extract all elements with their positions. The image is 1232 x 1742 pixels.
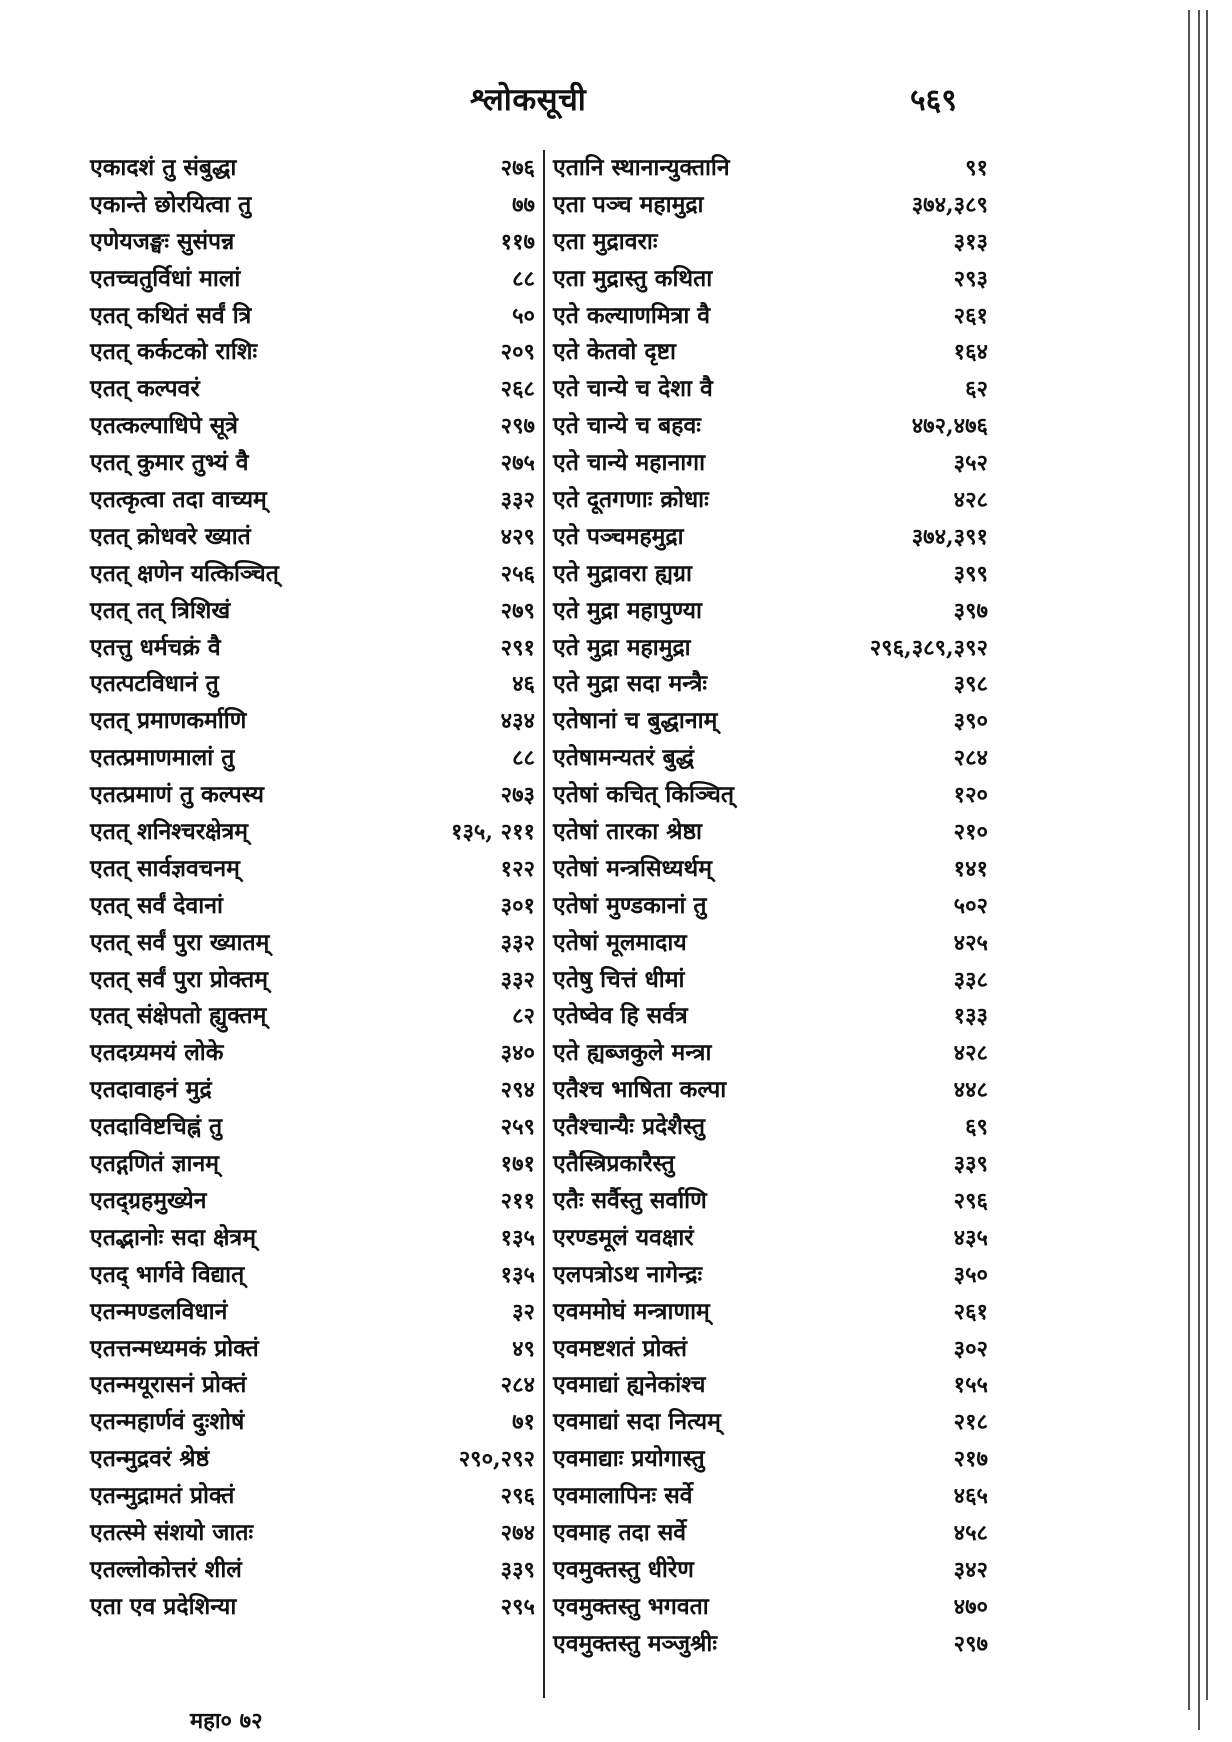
- verse-text: एतत् कल्पवरं: [90, 375, 200, 403]
- page-reference: ३९८: [953, 671, 988, 698]
- index-entry: [553, 1072, 988, 1109]
- index-entry: [553, 187, 988, 224]
- page-reference: २७३: [500, 782, 535, 809]
- page-reference: २६१: [953, 302, 988, 329]
- verse-text: एतत्कृत्वा तदा वाच्यम्: [90, 486, 267, 514]
- page-reference: २९७: [500, 413, 535, 440]
- index-entry: [553, 851, 988, 888]
- index-entry: [553, 1035, 988, 1072]
- index-entry: [553, 962, 988, 999]
- page-reference: ४२८: [953, 1040, 988, 1067]
- verse-text: एतानि स्थानान्युक्तानि: [553, 154, 730, 181]
- page-reference: ४४८: [953, 1077, 988, 1104]
- verse-text: एते चान्ये च देशा वै: [553, 375, 713, 403]
- verse-text: एतैस्त्रिप्रकारैस्तु: [553, 1150, 675, 1178]
- signature-mark: महा० ७२: [190, 1708, 263, 1734]
- index-entry: [90, 962, 535, 999]
- verse-text: एतच्चतुर्विधां मालां: [90, 264, 241, 292]
- page-reference: २९६: [953, 1187, 988, 1214]
- verse-text: एरण्डमूलं यवक्षारं: [553, 1223, 694, 1251]
- index-entry: [553, 298, 988, 335]
- index-entry: [553, 1515, 988, 1552]
- index-entry: [553, 740, 988, 777]
- index-entry: [90, 740, 535, 777]
- index-entry: [90, 1552, 535, 1589]
- index-entry: [90, 334, 535, 371]
- verse-text: एवमाह तदा सर्वे: [553, 1518, 687, 1546]
- verse-text: एतत् कुमार तुभ्यं वै: [90, 449, 249, 477]
- verse-text: एता पञ्च महामुद्रा: [553, 190, 704, 218]
- page-reference: २१०: [953, 819, 988, 846]
- verse-text: एतत् सर्वं पुरा ख्यातम्: [90, 928, 270, 956]
- verse-text: एते मुद्रावरा ह्यग्रा: [553, 559, 692, 587]
- page-reference: २७५: [500, 450, 535, 477]
- verse-text: एतेषु चित्तं धीमां: [553, 965, 685, 993]
- verse-text: एते चान्ये महानागा: [553, 449, 706, 477]
- verse-text: एते कल्याणमित्रा वै: [553, 301, 711, 329]
- verse-text: एतत्स्मे संशयो जातः: [90, 1518, 254, 1546]
- page-reference: ४३५: [953, 1224, 988, 1251]
- page-reference: ४६५: [953, 1483, 988, 1510]
- index-entry: [90, 630, 535, 667]
- verse-text: एतल्लोकोत्तरं शीलं: [90, 1555, 242, 1583]
- index-entry: [553, 1552, 988, 1589]
- verse-text: एतेषां मुण्डकानां तु: [553, 891, 707, 919]
- verse-text: एतत्कल्पाधिपे सूत्रे: [90, 412, 239, 440]
- verse-text: एते पञ्चमहमुद्रा: [553, 522, 684, 550]
- page-reference: २८४: [500, 1372, 535, 1399]
- index-entry: [553, 630, 988, 667]
- verse-text: एवमुक्तस्तु भगवता: [553, 1592, 709, 1620]
- verse-text: एतैश्च भाषिता कल्पा: [553, 1076, 727, 1104]
- page-reference: २०९: [500, 339, 535, 366]
- verse-text: एते चान्ये च बहवः: [553, 412, 701, 440]
- page-reference: ८८: [512, 745, 535, 772]
- page-reference: १४१: [953, 855, 988, 882]
- index-entry: [90, 888, 535, 925]
- index-entry: [90, 1183, 535, 1220]
- verse-text: एतेषां तारका श्रेष्ठा: [553, 818, 702, 846]
- page-reference: २७४: [500, 1519, 535, 1546]
- index-entry: [553, 1478, 988, 1515]
- index-entry: [90, 703, 535, 740]
- index-entry: [90, 519, 535, 556]
- verse-text: एणेयजङ्घः सुसंपन्न: [90, 227, 235, 255]
- verse-text: एतन्मण्डलविधानं: [90, 1297, 228, 1325]
- page-title: श्लोकसूची: [470, 82, 587, 118]
- verse-text: एतत्तन्मध्यमकं प्रोक्तं: [90, 1334, 259, 1362]
- verse-text: एता मुद्रास्तु कथिता: [553, 264, 713, 292]
- index-entry: [553, 371, 988, 408]
- index-entry: [553, 224, 988, 261]
- index-entry: [553, 445, 988, 482]
- index-entry: [553, 925, 988, 962]
- page-reference: ३४२: [953, 1556, 988, 1583]
- page-reference: २९६,३८९,३९२: [869, 634, 988, 661]
- index-entry: [90, 1220, 535, 1257]
- verse-text: एवमष्टशतं प्रोक्तं: [553, 1334, 687, 1362]
- index-entry: [553, 814, 988, 851]
- index-entry: [553, 1183, 988, 1220]
- index-entry: [90, 1257, 535, 1294]
- column-divider: [543, 150, 545, 1698]
- verse-text: एतत् संक्षेपतो ह्युक्तम्: [90, 1002, 267, 1030]
- index-entry: [90, 1441, 535, 1478]
- index-entry: [90, 1478, 535, 1515]
- index-entry: [553, 1109, 988, 1146]
- index-entry: [90, 150, 535, 187]
- page-number: ५६९: [910, 83, 957, 118]
- verse-text: एतत् सार्वज्ञवचनम्: [90, 854, 240, 882]
- index-entry: [553, 998, 988, 1035]
- index-entry: [90, 482, 535, 519]
- verse-text: एतत् प्रमाणकर्माणि: [90, 707, 247, 735]
- page-reference: १२०: [953, 782, 988, 809]
- index-entry: [553, 150, 988, 187]
- page-reference: २८४: [953, 745, 988, 772]
- verse-text: एतेषामन्यतरं बुद्धं: [553, 744, 694, 772]
- page-reference: ४२८: [953, 487, 988, 514]
- index-entry: [90, 1367, 535, 1404]
- page-reference: ३०१: [500, 892, 535, 919]
- index-entry: [90, 187, 535, 224]
- index-entry: [553, 1220, 988, 1257]
- index-entry: [90, 371, 535, 408]
- verse-text: एतन्महार्णवं दुःशोषं: [90, 1408, 245, 1436]
- page-reference: २७९: [500, 597, 535, 624]
- index-entry: [553, 1146, 988, 1183]
- index-entry: [553, 482, 988, 519]
- page-reference: २५९: [500, 1114, 535, 1141]
- index-entry: [553, 408, 988, 445]
- verse-text: एतत् सर्वं देवानां: [90, 891, 223, 919]
- index-entry: [90, 1146, 535, 1183]
- verse-text: एतत् शनिश्चरक्षेत्रम्: [90, 818, 249, 846]
- verse-text: एवममोघं मन्त्राणाम्: [553, 1297, 710, 1325]
- index-entry: [553, 1257, 988, 1294]
- index-entry: [90, 224, 535, 261]
- verse-text: एवमाद्यां सदा नित्यम्: [553, 1408, 721, 1436]
- verse-text: एतत् सर्वं पुरा प्रोक्तम्: [90, 965, 268, 993]
- verse-text: एतदग्र्यमयं लोके: [90, 1039, 224, 1067]
- index-entry: [553, 556, 988, 593]
- index-entry: [90, 261, 535, 298]
- page-reference: ३३९: [500, 1556, 535, 1583]
- index-entry: [90, 445, 535, 482]
- index-entry: [553, 1626, 988, 1663]
- verse-text: एवमाद्याः प्रयोगास्तु: [553, 1445, 705, 1473]
- verse-text: एतत् तत् त्रिशिखं: [90, 596, 231, 624]
- index-entry: [553, 666, 988, 703]
- page-reference: ६२: [965, 376, 988, 403]
- verse-text: एतत्तु धर्मचक्रं वै: [90, 633, 221, 661]
- verse-text: एतैः सर्वैस्तु सर्वाणि: [553, 1186, 707, 1214]
- verse-text: एतेषां मूलमादाय: [553, 928, 687, 956]
- page-reference: ३९९: [953, 560, 988, 587]
- page-reference: २९०,२९२: [458, 1446, 535, 1473]
- index-entry: [90, 1035, 535, 1072]
- page-reference: १५५: [953, 1372, 988, 1399]
- index-entry: [90, 1404, 535, 1441]
- verse-text: एते मुद्रा महामुद्रा: [553, 633, 691, 661]
- page-reference: २९३: [953, 265, 988, 292]
- verse-text: एतेषां कचित् किञ्चित्: [553, 781, 734, 809]
- verse-text: एतेष्वेव हि सर्वत्र: [553, 1002, 688, 1030]
- verse-text: एकान्ते छोरयित्वा तु: [90, 190, 252, 218]
- page-reference: ५०: [512, 302, 535, 329]
- page-reference: २९५: [500, 1593, 535, 1620]
- page-reference: ३३२: [500, 487, 535, 514]
- index-entry: [553, 1404, 988, 1441]
- page-reference: १३५: [500, 1261, 535, 1288]
- page-header: [0, 78, 1232, 128]
- index-entry: [90, 666, 535, 703]
- page-reference: २६८: [500, 376, 535, 403]
- index-entry: [90, 777, 535, 814]
- verse-text: एते दूतगणाः क्रोधाः: [553, 486, 709, 514]
- index-entry: [553, 1331, 988, 1368]
- page-reference: १७१: [500, 1151, 535, 1178]
- verse-text: एता मुद्रावराः: [553, 227, 658, 255]
- page-reference: २५६: [500, 560, 535, 587]
- page-reference: ३०२: [953, 1335, 988, 1362]
- verse-text: एवमुक्तस्तु धीरेण: [553, 1555, 694, 1583]
- index-entry: [90, 1294, 535, 1331]
- page-reference: ३२: [512, 1298, 535, 1325]
- page-reference: ३३२: [500, 929, 535, 956]
- page-reference: ७१: [512, 1409, 535, 1436]
- page-reference: ७७: [512, 191, 535, 218]
- verse-text: एतत्प्रमाणं तु कल्पस्य: [90, 781, 264, 809]
- verse-text: एतेषानां च बुद्धानाम्: [553, 707, 718, 735]
- verse-text: एता एव प्रदेशिन्या: [90, 1592, 237, 1620]
- page-reference: ४७०: [953, 1593, 988, 1620]
- index-entry: [90, 556, 535, 593]
- right-index-column: [553, 150, 988, 1663]
- verse-text: एतद्गणितं ज्ञानम्: [90, 1150, 220, 1178]
- page-reference: ३३९: [953, 1151, 988, 1178]
- verse-text: एतत् क्षणेन यत्किञ्चित्: [90, 559, 279, 587]
- page-reference: २९६: [500, 1483, 535, 1510]
- verse-text: एतद्भानोः सदा क्षेत्रम्: [90, 1223, 256, 1251]
- verse-text: एते मुद्रा सदा मन्त्रैः: [553, 670, 708, 698]
- index-entry: [90, 298, 535, 335]
- page-reference: १६४: [953, 339, 988, 366]
- left-index-column: [90, 150, 535, 1626]
- page-reference: ८२: [512, 1003, 535, 1030]
- index-entry: [553, 888, 988, 925]
- verse-text: एतत्पटविधानं तु: [90, 670, 219, 698]
- index-entry: [90, 1109, 535, 1146]
- index-entry: [90, 1589, 535, 1626]
- verse-text: एवमाद्यां ह्यनेकांश्च: [553, 1371, 706, 1399]
- page-reference: ६९: [965, 1114, 988, 1141]
- verse-text: एतत् क्रोधवरे ख्यातं: [90, 522, 251, 550]
- page-reference: ३९०: [953, 708, 988, 735]
- page-reference: २१८: [953, 1409, 988, 1436]
- index-entry: [90, 593, 535, 630]
- index-entry: [553, 334, 988, 371]
- page-reference: ४९: [512, 1335, 535, 1362]
- verse-text: एते ह्यब्जकुले मन्त्रा: [553, 1039, 712, 1067]
- page-reference: १३३: [953, 1003, 988, 1030]
- page-reference: ४५८: [953, 1519, 988, 1546]
- verse-text: एवमुक्तस्तु मञ्जुश्रीः: [553, 1629, 717, 1657]
- verse-text: एतत्प्रमाणमालां तु: [90, 744, 235, 772]
- verse-text: एतन्मुद्रवरं श्रेष्ठं: [90, 1445, 210, 1473]
- page-reference: ३३२: [500, 966, 535, 993]
- index-entry: [553, 519, 988, 556]
- verse-text: एतन्मुद्रामतं प्रोक्तं: [90, 1482, 235, 1510]
- page-reference: ३१३: [953, 228, 988, 255]
- verse-text: एतदावाहनं मुद्रं: [90, 1076, 212, 1104]
- index-entry: [553, 593, 988, 630]
- page-reference: ३३८: [953, 966, 988, 993]
- page-reference: ५०२: [953, 892, 988, 919]
- index-entry: [90, 814, 535, 851]
- index-entry: [553, 261, 988, 298]
- index-entry: [553, 703, 988, 740]
- index-entry: [90, 1331, 535, 1368]
- page-reference: २९१: [500, 634, 535, 661]
- page-reference: १३५, २११: [451, 819, 535, 846]
- page-reference: ३५२: [953, 450, 988, 477]
- page-reference: २९४: [500, 1077, 535, 1104]
- verse-text: एतेषां मन्त्रसिध्यर्थम्: [553, 854, 712, 882]
- page-reference: ४६: [512, 671, 535, 698]
- verse-text: एतत् कर्कटको राशिः: [90, 338, 258, 366]
- verse-text: एकादशं तु संबुद्धा: [90, 154, 237, 181]
- verse-text: एते मुद्रा महापुण्या: [553, 596, 702, 624]
- verse-text: एतत् कथितं सर्वं त्रि: [90, 301, 252, 329]
- page-reference: ३४०: [500, 1040, 535, 1067]
- page-reference: ३९७: [953, 597, 988, 624]
- page-reference: १३५: [500, 1224, 535, 1251]
- page-reference: १२२: [500, 855, 535, 882]
- page-reference: ३५०: [953, 1261, 988, 1288]
- page-reference: ९१: [965, 155, 988, 181]
- index-entry: [553, 1441, 988, 1478]
- page-reference: २७६: [500, 155, 535, 181]
- index-entry: [553, 1294, 988, 1331]
- page-reference: २११: [500, 1187, 535, 1214]
- page-reference: ३७४,३९१: [911, 523, 988, 550]
- index-entry: [553, 1367, 988, 1404]
- index-entry: [90, 408, 535, 445]
- page-reference: २९७: [953, 1630, 988, 1657]
- verse-text: एतैश्चान्यैः प्रदेशैस्तु: [553, 1113, 705, 1141]
- page-reference: ३७४,३८९: [911, 191, 988, 218]
- page-reference: ११७: [500, 228, 535, 255]
- page-reference: ४२९: [500, 523, 535, 550]
- index-entry: [90, 925, 535, 962]
- index-entry: [90, 1072, 535, 1109]
- page-reference: ४३४: [500, 708, 535, 735]
- scan-edge-lines: [1180, 0, 1232, 1742]
- page-reference: ४७२,४७६: [911, 413, 988, 440]
- page-reference: ४२५: [953, 929, 988, 956]
- index-entry: [90, 851, 535, 888]
- index-entry: [553, 1589, 988, 1626]
- page-reference: ८८: [512, 265, 535, 292]
- index-entry: [553, 777, 988, 814]
- page-reference: २१७: [953, 1446, 988, 1473]
- verse-text: एतद् भार्गवे विद्यात्: [90, 1260, 245, 1288]
- verse-text: एतद्ग्रहमुख्येन: [90, 1186, 207, 1214]
- verse-text: एवमालापिनः सर्वे: [553, 1482, 693, 1510]
- verse-text: एते केतवो दृष्टा: [553, 338, 676, 366]
- page-reference: २६१: [953, 1298, 988, 1325]
- index-entry: [90, 1515, 535, 1552]
- verse-text: एतन्मयूरासनं प्रोक्तं: [90, 1371, 247, 1399]
- index-entry: [90, 998, 535, 1035]
- verse-text: एलपत्रोऽथ नागेन्द्रः: [553, 1260, 703, 1288]
- verse-text: एतदाविष्टचिह्नं तु: [90, 1113, 223, 1141]
